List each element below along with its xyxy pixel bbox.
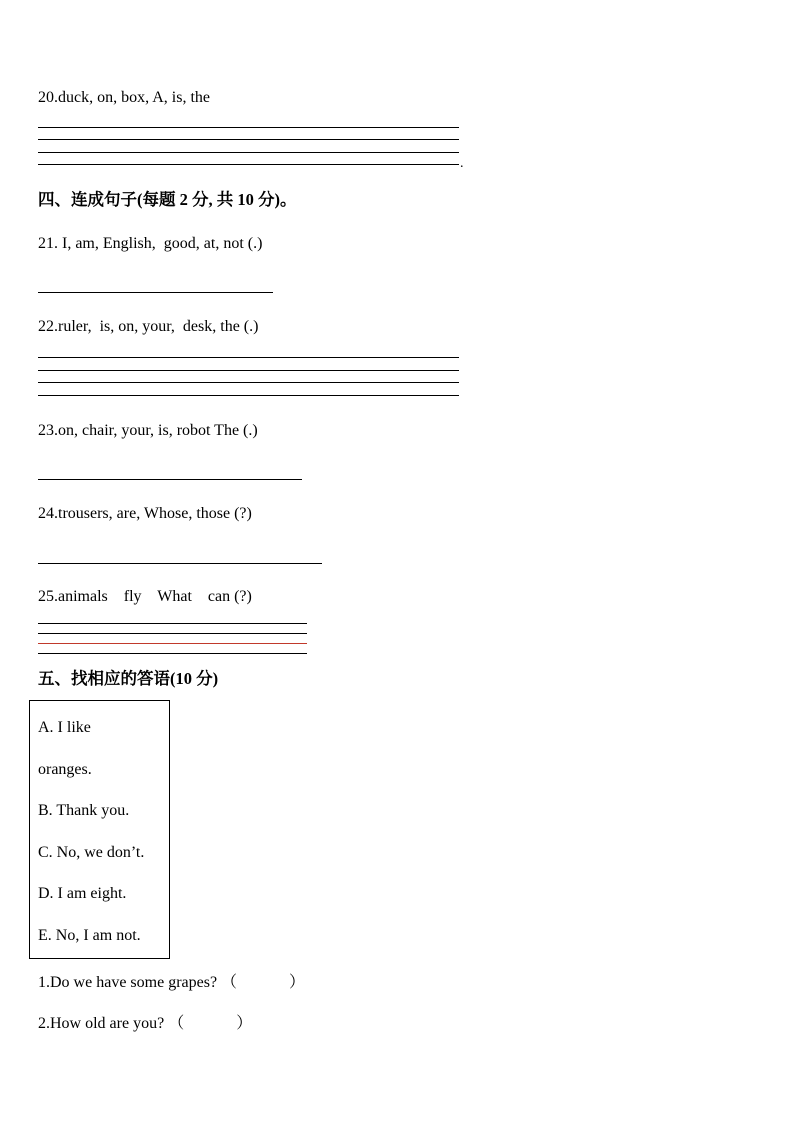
question-22: 22.ruler, is, on, your, desk, the (.): [38, 318, 259, 335]
question-24: 24.trousers, are, Whose, those (?): [38, 505, 252, 522]
option-e: E. No, I am not.: [38, 927, 141, 944]
question-21: 21. I, am, English, good, at, not (.): [38, 235, 263, 252]
answer-line: [38, 139, 459, 140]
option-a-line1: A. I like: [38, 719, 91, 736]
answer-line: [38, 292, 273, 293]
match-item-2: 2.How old are you? （ ）: [38, 1015, 253, 1032]
answer-line: [38, 395, 459, 396]
question-23: 23.on, chair, your, is, robot The (.): [38, 422, 258, 439]
option-b: B. Thank you.: [38, 802, 130, 819]
option-d: D. I am eight.: [38, 885, 127, 902]
answer-line: [38, 479, 302, 480]
answer-line: [38, 382, 459, 383]
answer-line: [38, 127, 459, 128]
answer-line: [38, 370, 459, 371]
answer-line: [38, 653, 307, 654]
answer-options-box: [29, 700, 170, 959]
section-4-heading: 四、连成句子(每题 2 分, 共 10 分)。: [38, 190, 297, 209]
answer-line: [38, 164, 459, 165]
period-mark: .: [460, 156, 464, 171]
question-20: 20.duck, on, box, A, is, the: [38, 89, 210, 106]
question-25: 25.animals fly What can (?): [38, 588, 252, 605]
answer-line: [38, 152, 459, 153]
answer-line: [38, 563, 322, 564]
answer-line: [38, 623, 307, 624]
section-5-heading: 五、找相应的答语(10 分): [38, 669, 219, 688]
option-c: C. No, we don’t.: [38, 844, 145, 861]
match-item-1: 1.Do we have some grapes? （ ）: [38, 974, 306, 991]
answer-line: [38, 633, 307, 634]
option-a-line2: oranges.: [38, 761, 92, 778]
answer-line-red: [38, 643, 307, 644]
answer-line: [38, 357, 459, 358]
